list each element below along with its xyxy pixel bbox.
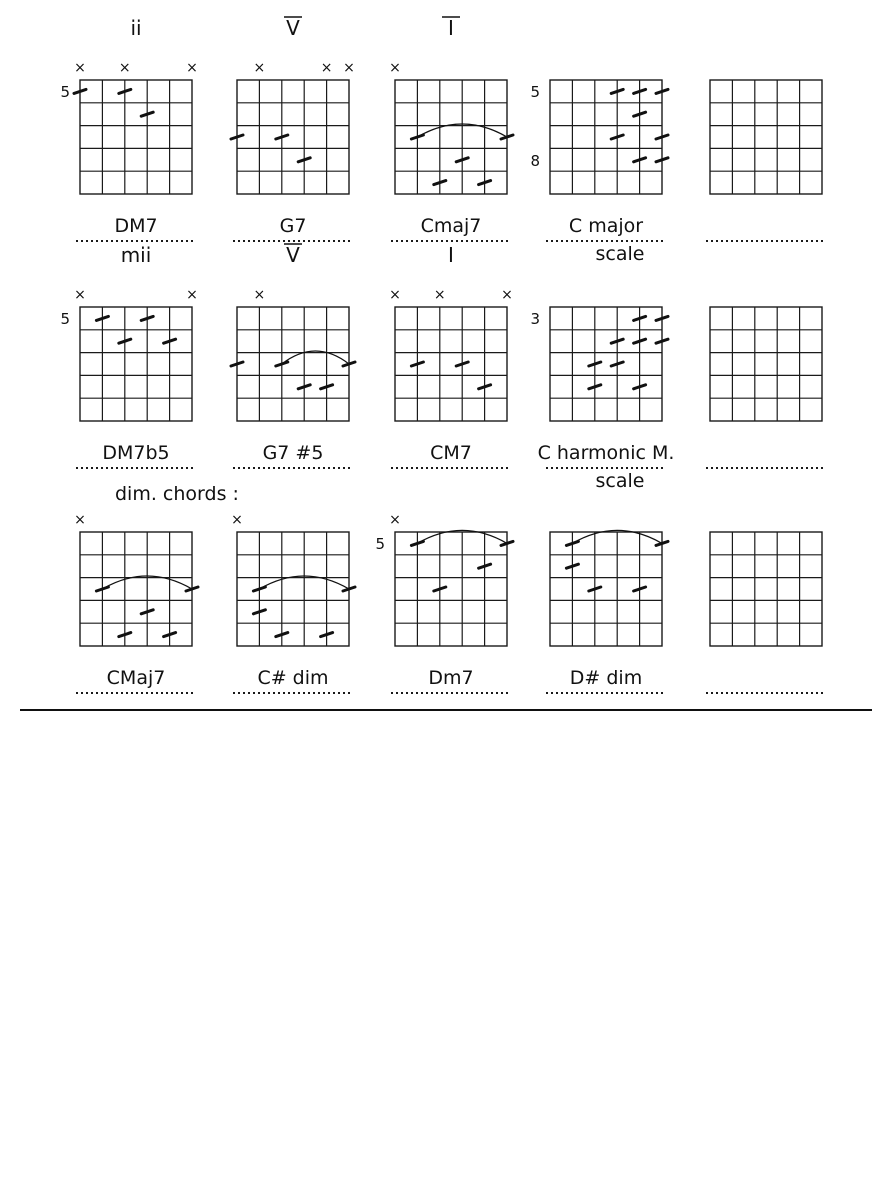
chord-name: C major xyxy=(568,215,644,237)
muted-string-mark: × xyxy=(186,60,198,76)
roman-numeral: V xyxy=(286,16,300,40)
muted-string-mark: × xyxy=(253,287,266,303)
chord-name-line2: scale xyxy=(595,470,645,492)
chord-name: D# dim xyxy=(569,667,643,689)
muted-string-mark: × xyxy=(253,60,266,76)
fret-number-label: 3 xyxy=(530,310,540,328)
muted-string-mark: × xyxy=(320,60,333,76)
roman-numeral: mii xyxy=(120,243,152,267)
fret-number-label: 5 xyxy=(375,535,385,553)
muted-string-mark: × xyxy=(118,60,131,76)
muted-string-mark: × xyxy=(501,287,513,303)
roman-numeral: I xyxy=(448,243,454,267)
chord-name: CMaj7 xyxy=(106,667,166,689)
muted-string-mark: × xyxy=(389,287,401,303)
muted-string-mark: × xyxy=(433,287,446,303)
chord-name: G7 #5 xyxy=(262,442,324,464)
muted-string-mark: × xyxy=(74,287,86,303)
muted-string-mark: × xyxy=(231,512,243,528)
muted-string-mark: × xyxy=(186,287,198,303)
roman-numeral: ii xyxy=(130,16,142,40)
chord-name: DM7 xyxy=(114,215,158,237)
muted-string-mark: × xyxy=(389,512,401,528)
muted-string-mark: × xyxy=(389,60,401,76)
chord-name: CM7 xyxy=(430,442,472,464)
fret-number-label: 8 xyxy=(530,152,540,170)
fret-number-label: 5 xyxy=(530,83,540,101)
dim-chords-heading: dim. chords : xyxy=(115,483,239,505)
muted-string-mark: × xyxy=(74,512,86,528)
chord-name: C# dim xyxy=(257,667,329,689)
chord-name: DM7b5 xyxy=(102,442,170,464)
chord-name: Dm7 xyxy=(428,667,474,689)
muted-string-mark: × xyxy=(74,60,86,76)
chord-name: G7 xyxy=(279,215,307,237)
fret-number-label: 5 xyxy=(60,310,70,328)
chord-name: C harmonic M. xyxy=(537,442,675,464)
roman-numeral: V xyxy=(286,243,300,267)
chord-name-line2: scale xyxy=(595,243,645,265)
chord-name: Cmaj7 xyxy=(420,215,482,237)
muted-string-mark: × xyxy=(343,60,355,76)
fret-number-label: 5 xyxy=(60,83,70,101)
roman-numeral: I xyxy=(448,16,454,40)
